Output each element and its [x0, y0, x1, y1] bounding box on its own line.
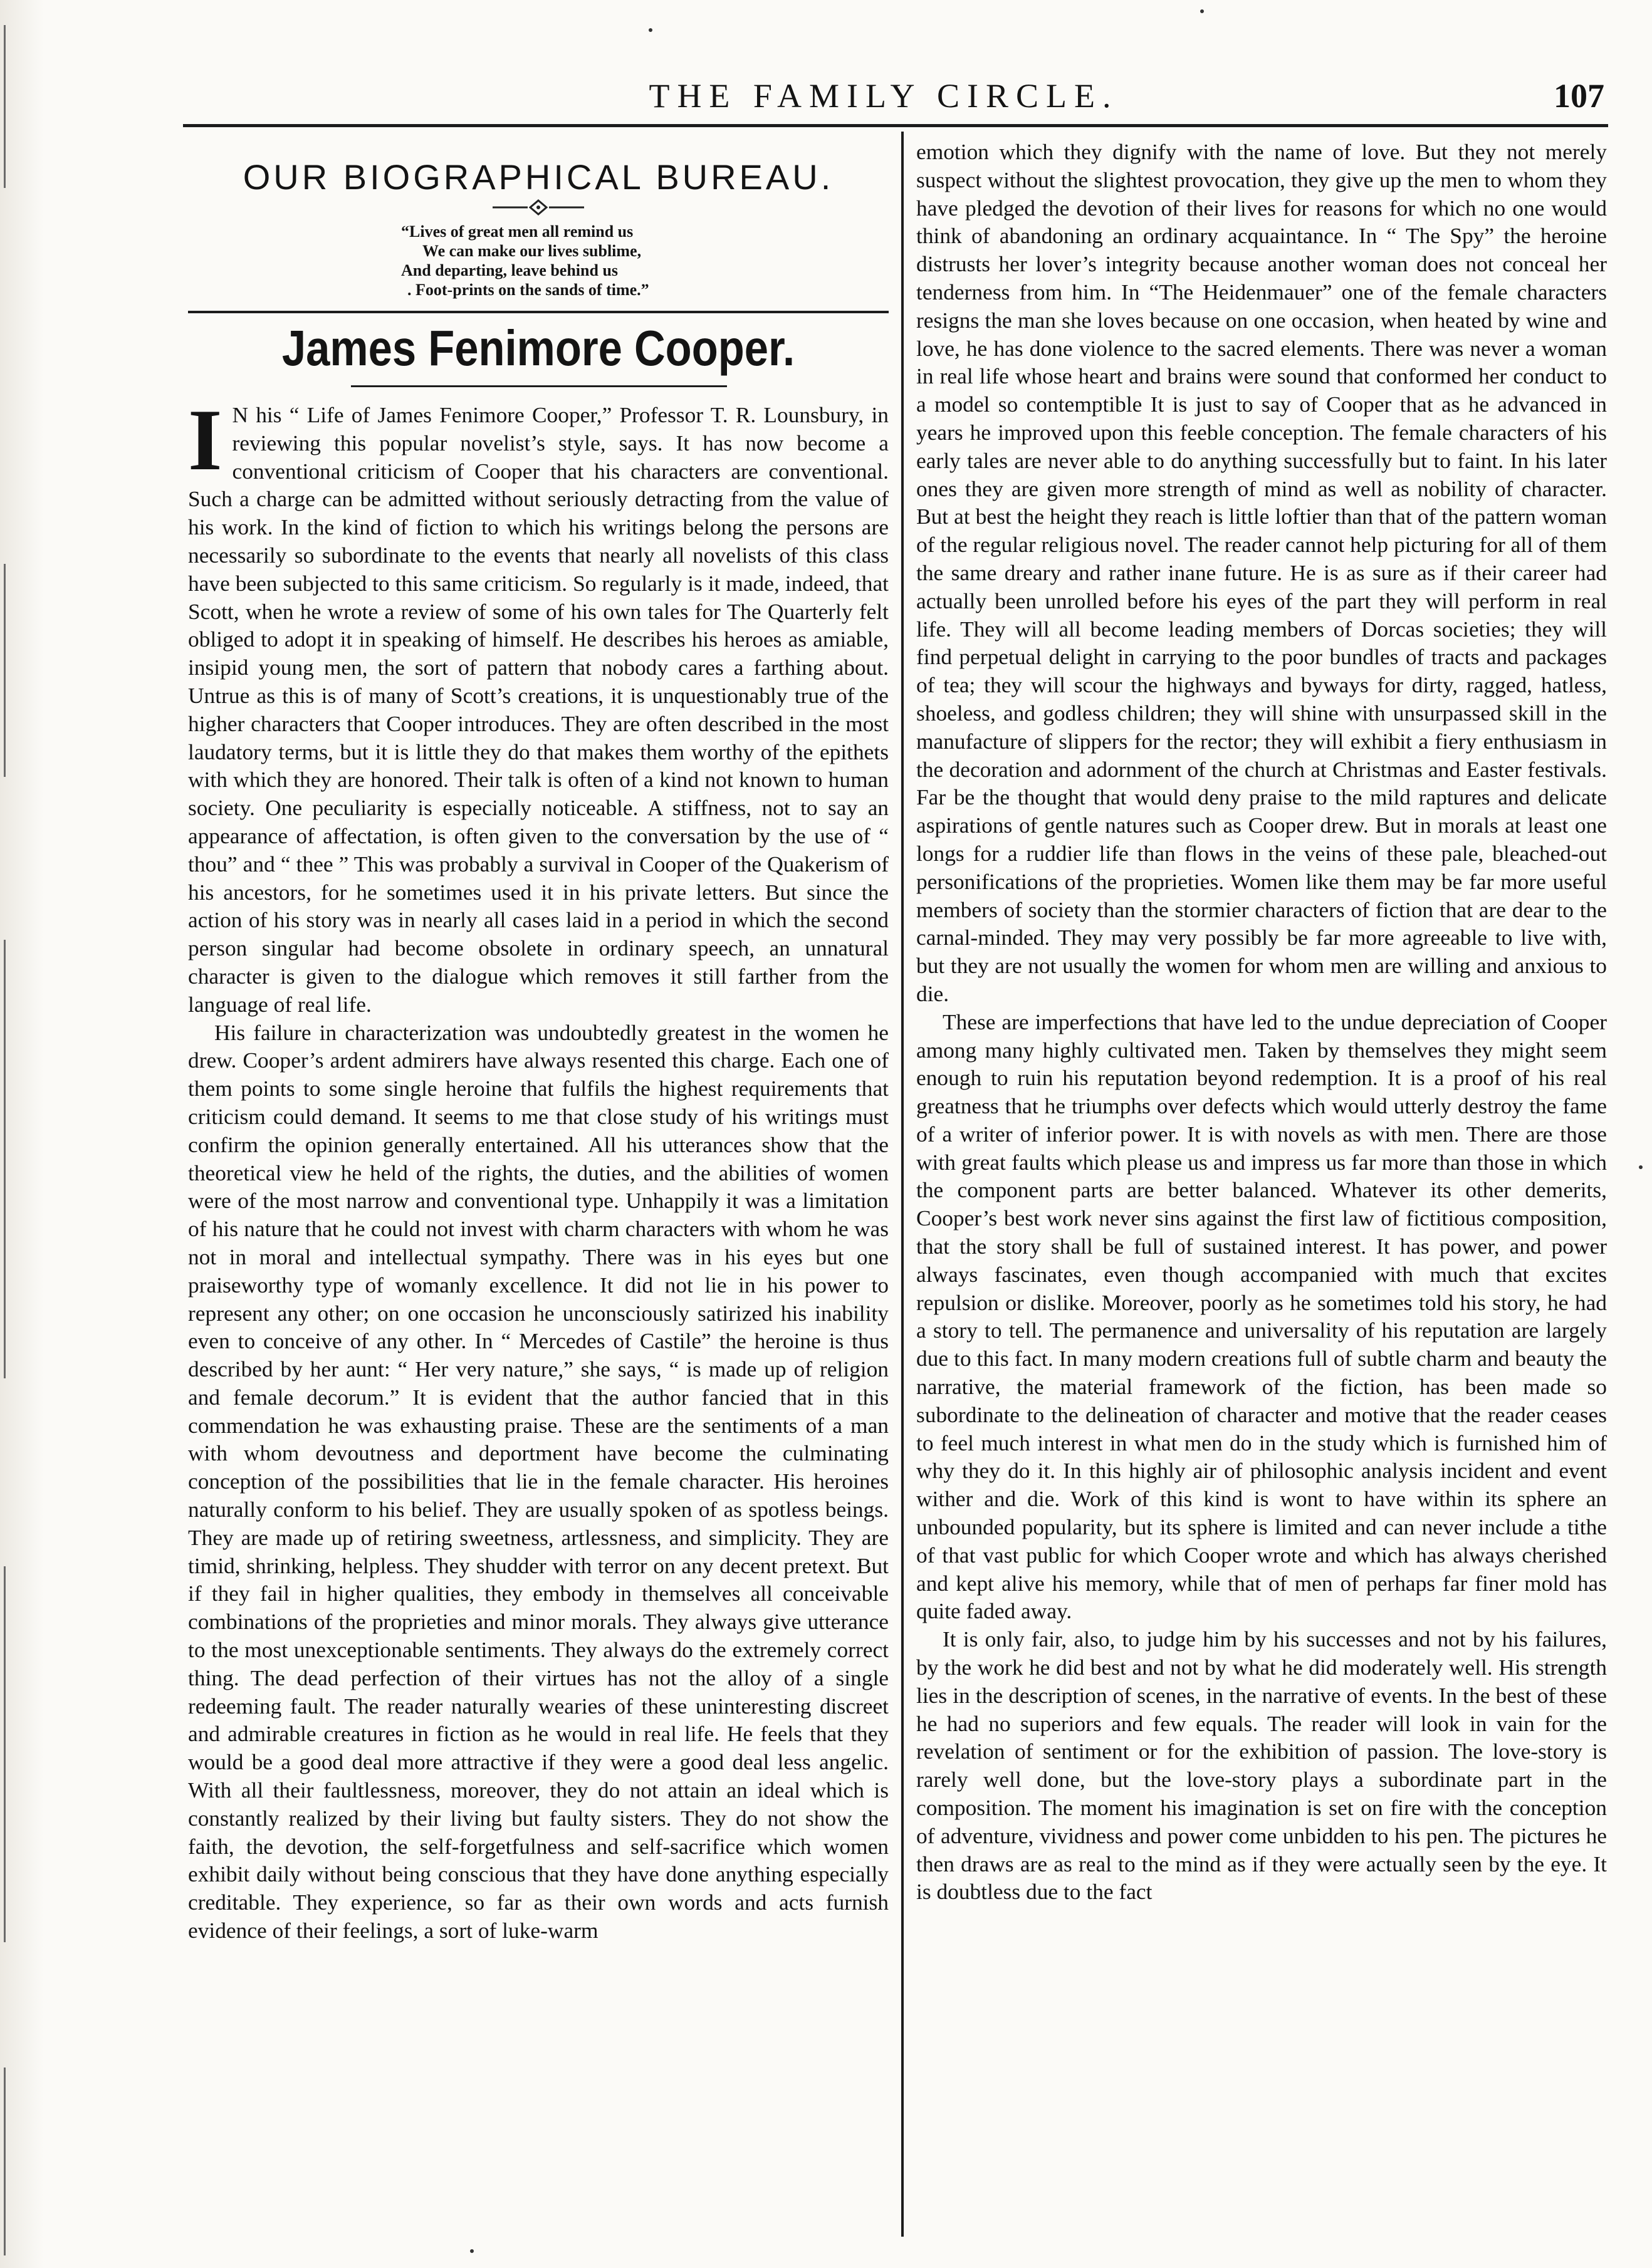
- column-divider: [901, 132, 904, 2237]
- speck: [1200, 9, 1204, 13]
- epigraph-line: And departing, leave behind us: [401, 261, 619, 279]
- page-binding-edge: [0, 0, 44, 2268]
- paragraph-text: N his “ Life of James Fenimore Cooper,” Professor T. R. Lounsbury, in reviewing this popular novelist’s style, says. It has now become a conventional criticism of Cooper that his characters are conventional. Such a charge can be admitted without seriously detracting from the value of his work. In the kind of fiction to which his writings belong the persons are necessarily so subordinate to the events that nearly all novelists of this class have been subjected to this same criticism. So regularly is it made, indeed, that Scott, when he wrote a review of some of his own tales for The Quarterly felt obliged to adopt it in speaking of himself. He describes his heroes as amiable, insipid young men, the sort of pattern that nobody cares a farthing about. Untrue as this is of many of Scott’s creations, it is unquestionably true of the higher characters that Cooper introduces. They are often described in the most laudatory terms, but it is little they do that makes them worthy of the epithets with which they are honored. Their talk is often of a kind not known to human society. One peculiarity is especially noticeable. A stiffness, not to say an appearance of affectation, is often given to the conversation by the use of “ thou” and “ thee ” This was probably a survival in Cooper of the Quakerism of his ancestors, for he sometimes used it in his private letters. But since the action of his story was in nearly all cases laid in a period in which the second person singular had become obsolete in ordinary speech, an unnatural character is given to the dialogue which removes it still farther from the language of real life.: [188, 402, 889, 1017]
- speck: [470, 2249, 474, 2253]
- page-header: [163, 75, 1604, 119]
- left-column: [188, 370, 889, 1945]
- binding-mark: [4, 940, 6, 1378]
- epigraph-line: . Foot-prints on the sands of time.”: [407, 281, 649, 299]
- ornament-icon: [491, 198, 585, 217]
- article-paragraph: His failure in characterization was undoubtedly greatest in the women he drew. Cooper’s ardent admirers have always resented this charge. Each one of them points to some single heroine that fulfils the highest requirements that criticism could demand. It seems to me that close study of his writings must confirm the opinion generally entertained. All his utterances show that the theoretical view he held of the rights, the duties, and the abilities of women were of the most narrow and conventional type. Unhappily it was a limitation of his nature that he could not invest with charm characters with whom he was not in moral and intellectual sympathy. There was in his eyes but one praiseworthy type of womanly excellence. It did not lie in his power to represent any other; on one occasion he unconsciously satirized his inability even to conceive of any other. In “ Mercedes of Castile” the heroine is thus described by her aunt: “ Her very nature,” she says, “ is made up of religion and female decorum.” It is evident that the author fancied that in this commendation he was exhausting praise. These are the sentiments of a man with whom devoutness and deportment have become the culminating conception of the possibilities that lie in the female character. His heroines naturally conform to his belief. They are usually spoken of as spotless beings. They are made up of retiring sweetness, artlessness, and simplicity. They are timid, shrinking, helpless. They shudder with terror on any decent pretext. But if they fail in higher qualities, they embody in themselves all conceivable combinations of the proprieties and minor morals. They always give utterance to the most unexceptionable sentiments. They always do the extremely correct thing. The dead perfection of their virtues has not the alloy of a single redeeming fault. The reader naturally wearies of these uninteresting discreet and admirable creatures in fiction as he would in real life. He feels that they would be a good deal more attractive if they were a good deal less angelic. With all their faultlessness, moreover, they do not attain an ideal which is constantly realized by their living but faulty sisters. They do not show the faith, the devotion, the self-forgetfulness and self-sacrifice which women exhibit daily without being conscious that they have done anything especially creditable. They experience, so far as their own words and acts furnish evidence of their feelings, a sort of luke-warm: [188, 1019, 889, 1943]
- binding-mark: [4, 564, 6, 777]
- epigraph-line: “Lives of great men all remind us: [401, 222, 634, 241]
- epigraph-line: We can make our lives sublime,: [422, 242, 642, 260]
- header-rule: [183, 124, 1608, 127]
- speck: [1639, 1165, 1643, 1169]
- epigraph: [401, 222, 752, 299]
- article-paragraph: [188, 392, 889, 1019]
- speck: [649, 28, 652, 32]
- ornament-divider: [188, 198, 889, 220]
- binding-mark: [4, 2068, 6, 2255]
- article-paragraph: It is only fair, also, to judge him by his successes and not by his failures, by the work he did best and not by what he did moderately well. His strength lies in the description of scenes, in the narrative of events. In the best of these he had no superiors and few equals. The reader will look in vain for the revelation of sentiment or for the exhibition of passion. The love-story is rarely well done, but the love-story plays a subordinate part in the composition. The moment his imagination is set on fire with the conception of adventure, vividness and power come unbidden to his pen. The pictures he then draws are as real to the mind as if they were actually seen by the eye. It is doubtless due to the fact: [916, 1626, 1607, 1905]
- drop-cap: I: [188, 392, 222, 489]
- section-title: OUR BIOGRAPHICAL BUREAU.: [243, 157, 834, 197]
- page-number: 107: [1554, 77, 1604, 115]
- binding-mark: [4, 25, 6, 188]
- binding-mark: [4, 1566, 6, 1942]
- section-rule: [188, 311, 889, 313]
- article-paragraph: emotion which they dignify with the name of love. But they not merely suspect without the slightest provocation, they give up the men to whom they have pledged the devotion of their lives for reasons for which no one would think of abandoning an ordinary acquaintance. In “ The Spy” the heroine distrusts her lover’s integrity because another woman does not conceal her tenderness from him. In “The Heidenmauer” one of the female characters resigns the man she loves because on one occasion, when heated by wine and love, he has done violence to the sacred elements. There was never a woman in real life whose heart and brains were sound that conformed her conduct to a model so contemptible It is just to say of Cooper that as he advanced in years he improved upon this feeble conception. The female characters of his early tales are never able to do anything successfully but to faint. In his later ones they are given more strength of mind as well as nobility of character. But at best the height they reach is little loftier than that of the pattern woman of the regular religious novel. The reader cannot help picturing for all of them the same dreary and rather inane future. He is as sure as if their career had actually been unrolled before his eyes of the part they will perform in real life. They will all become leading members of Dorcas societies; they will find perpetual delight in carrying to the poor bundles of tracts and packages of tea; they will scour the highways and byways for dirty, ragged, hatless, shoeless, and godless children; they will shine with unsurpassed skill in the manufacture of slippers for the rector; they will exhibit a fiery enthusiasm in the decoration and adornment of the church at Christmas and Easter festivals. Far be the thought that would deny praise to the mild raptures and delicate aspirations of gentle natures such as Cooper drew. But in morals at least one longs for a ruddier life than flows in the veins of these pale, bleached-out personifications of the proprieties. Women like them may be far more useful members of society than the stormier characters of fiction that are dear to the carnal-minded. They may very possibly be far more agreeable to live with, but they are not usually the women for whom men are willing and anxious to die.: [916, 139, 1607, 1006]
- article-paragraph: These are imperfections that have led to the undue depreciation of Cooper among many highly cultivated men. Taken by themselves they might seem enough to ruin his reputation beyond redemption. It is a proof of his real greatness that he triumphs over defects which would utterly destroy the fame of a writer of inferior power. It is with novels as with men. There are those with great faults which please us and impress us far more than those in which the component parts are better balanced. Whatever its other demerits, Cooper’s best work never sins against the first law of fictitious composition, that the story shall be full of sustained interest. It has power, and power always fascinates, even though accompanied with much that excites repulsion or dislike. Moreover, poorly as he sometimes told his story, he had a story to tell. The permanence and universality of his reputation are largely due to this fact. In many modern creations full of subtle charm and beauty the narrative, the material framework of the fiction, has been made so subordinate to the delineation of character and motive that the reader ceases to feel much interest in what men do in the study which is furnished him of why they do it. In this highly air of philosophic analysis incident and event wither and die. Work of this kind is wont to have within its sphere an unbounded popularity, but its sphere is limited and can never include a tithe of that vast public for which Cooper wrote and which has always cherished and kept alive his memory, while that of men of perhaps far finer mold has quite faded away.: [916, 1009, 1607, 1624]
- running-title: THE FAMILY CIRCLE.: [649, 77, 1119, 115]
- right-column: [916, 138, 1607, 1906]
- article-title: James Fenimore Cooper.: [281, 320, 795, 376]
